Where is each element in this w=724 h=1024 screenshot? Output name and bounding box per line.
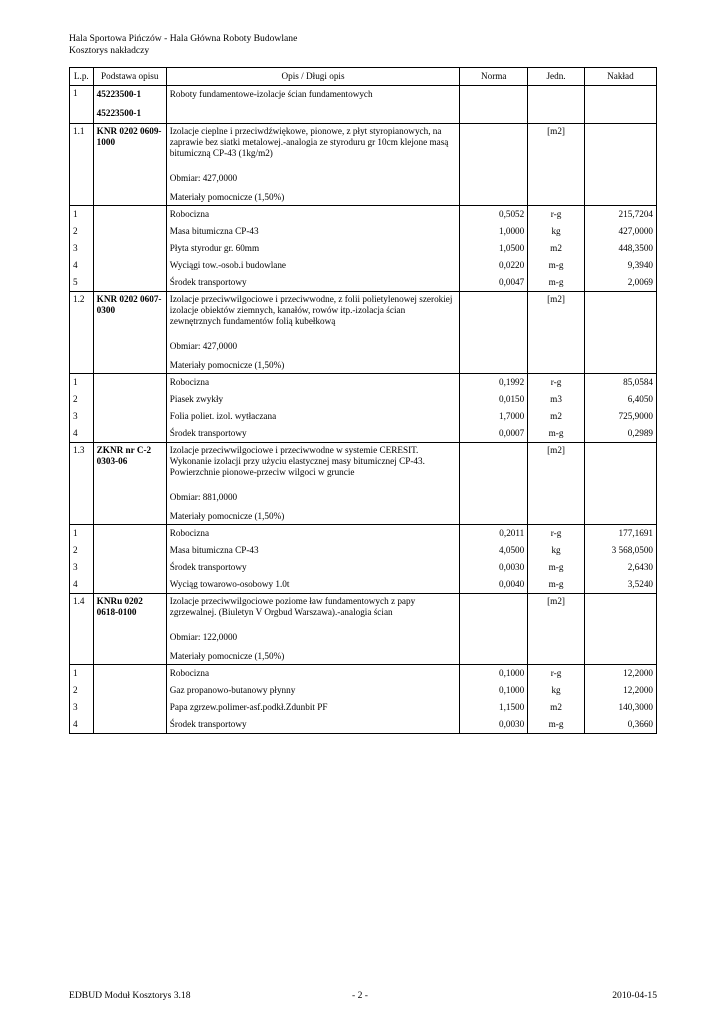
cost-estimate-table xyxy=(69,67,657,734)
resource-lp: 3 xyxy=(70,699,94,716)
resource-naklad: 2,0069 xyxy=(584,274,656,292)
resource-description: Wyciąg towarowo-osobowy 1.0t xyxy=(166,576,460,594)
section-lp: 1 xyxy=(70,86,94,124)
resource-basis xyxy=(93,257,166,274)
resource-description: Płyta styrodur gr. 60mm xyxy=(166,240,460,257)
resource-naklad: 177,1691 xyxy=(584,525,656,543)
section-title: Roboty fundamentowe-izolacje ścian fundamentowych xyxy=(166,86,460,124)
resource-naklad: 448,3500 xyxy=(584,240,656,257)
resource-description: Robocizna xyxy=(166,374,460,392)
resource-description: Robocizna xyxy=(166,206,460,224)
resource-naklad: 215,7204 xyxy=(584,206,656,224)
resource-basis xyxy=(93,206,166,224)
column-header-lp: L.p. xyxy=(70,68,94,86)
resource-description: Środek transportowy xyxy=(166,274,460,292)
resource-norma: 0,1000 xyxy=(460,682,528,699)
resource-description: Środek transportowy xyxy=(166,716,460,734)
position-description-text: Izolacje przeciwwilgociowe i przeciwwodne w systemie CERESIT. Wykonanie izolacji przy użyciu elastycznej masy bitumicznej CP-43. Powierzchnie pionowe-przeciw wilgoci w gruncie xyxy=(169,445,425,477)
position-norma xyxy=(460,124,528,206)
resource-naklad: 427,0000 xyxy=(584,223,656,240)
document-title: Hala Sportowa Pińczów - Hala Główna Roboty Budowlane xyxy=(69,33,298,44)
position-materials: Materiały pomocnicze (1,50%) xyxy=(169,651,285,661)
position-unit: [m2] xyxy=(528,594,585,665)
position-description-text: Izolacje cieplne i przeciwdźwiękowe, pionowe, z płyt styropianowych, na zaprawie bez siatki metalowej.-analogia ze styroduru gr 10cm klejone masą bitumiczną CP-43 (1kg/m2) xyxy=(169,126,449,158)
resource-unit: r-g xyxy=(528,525,585,543)
resource-naklad: 140,3000 xyxy=(584,699,656,716)
document-header xyxy=(69,33,297,57)
position-obmiar: Obmiar: 427,0000 xyxy=(169,341,238,351)
resource-unit: kg xyxy=(528,223,585,240)
resource-naklad: 3,5240 xyxy=(584,576,656,594)
resource-basis xyxy=(93,559,166,576)
resource-row xyxy=(70,542,657,559)
section-code-repeat: 45223500-1 xyxy=(96,108,142,118)
position-description-text: Izolacje przeciwwilgociowe poziome ław fundamentowych z papy zgrzewalnej. (Biuletyn V Orgbud Warszawa).-analogia ścian xyxy=(169,596,416,617)
resource-lp: 1 xyxy=(70,374,94,392)
section-code: 45223500-1 xyxy=(96,89,142,99)
resource-unit: m2 xyxy=(528,240,585,257)
section-naklad xyxy=(584,86,656,124)
resource-description: Środek transportowy xyxy=(166,559,460,576)
resource-row xyxy=(70,274,657,292)
resource-row xyxy=(70,223,657,240)
footer-date: 2010-04-15 xyxy=(612,990,657,1001)
resource-basis xyxy=(93,391,166,408)
resource-basis xyxy=(93,240,166,257)
resource-naklad: 0,3660 xyxy=(584,716,656,734)
resource-row xyxy=(70,257,657,274)
position-basis: ZKNR nr C-2 0303-06 xyxy=(93,443,166,525)
resource-unit: m-g xyxy=(528,576,585,594)
resource-norma: 0,0030 xyxy=(460,716,528,734)
resource-unit: m2 xyxy=(528,699,585,716)
resource-norma: 1,0000 xyxy=(460,223,528,240)
resource-unit: m-g xyxy=(528,274,585,292)
position-obmiar: Obmiar: 881,0000 xyxy=(169,492,238,502)
resource-basis xyxy=(93,525,166,543)
resource-row xyxy=(70,206,657,224)
position-unit: [m2] xyxy=(528,124,585,206)
resource-basis xyxy=(93,716,166,734)
position-naklad xyxy=(584,443,656,525)
resource-lp: 1 xyxy=(70,665,94,683)
position-description xyxy=(166,594,460,665)
position-unit: [m2] xyxy=(528,443,585,525)
resource-lp: 4 xyxy=(70,576,94,594)
column-header-naklad: Nakład xyxy=(584,68,656,86)
resource-unit: kg xyxy=(528,542,585,559)
resource-basis xyxy=(93,374,166,392)
column-header-description: Opis / Długi opis xyxy=(166,68,460,86)
resource-lp: 5 xyxy=(70,274,94,292)
resource-row xyxy=(70,391,657,408)
position-basis: KNR 0202 0609-1000 xyxy=(93,124,166,206)
position-unit: [m2] xyxy=(528,292,585,374)
resource-description: Piasek zwykły xyxy=(166,391,460,408)
resource-basis xyxy=(93,274,166,292)
resource-description: Wyciągi tow.-osob.i budowlane xyxy=(166,257,460,274)
position-row xyxy=(70,594,657,665)
resource-unit: m2 xyxy=(528,408,585,425)
column-header-unit: Jedn. xyxy=(528,68,585,86)
resource-norma: 1,1500 xyxy=(460,699,528,716)
resource-lp: 4 xyxy=(70,425,94,443)
resource-lp: 4 xyxy=(70,716,94,734)
resource-norma: 0,0040 xyxy=(460,576,528,594)
resource-row xyxy=(70,559,657,576)
position-row xyxy=(70,124,657,206)
resource-norma: 0,0150 xyxy=(460,391,528,408)
position-row xyxy=(70,443,657,525)
resource-row xyxy=(70,525,657,543)
resource-unit: kg xyxy=(528,682,585,699)
resource-norma: 1,7000 xyxy=(460,408,528,425)
position-lp: 1.2 xyxy=(70,292,94,374)
resource-description: Masa bitumiczna CP-43 xyxy=(166,542,460,559)
resource-naklad: 725,9000 xyxy=(584,408,656,425)
position-materials: Materiały pomocnicze (1,50%) xyxy=(169,360,285,370)
position-naklad xyxy=(584,292,656,374)
resource-description: Folia poliet. izol. wytłaczana xyxy=(166,408,460,425)
position-lp: 1.1 xyxy=(70,124,94,206)
position-materials: Materiały pomocnicze (1,50%) xyxy=(169,192,285,202)
position-norma xyxy=(460,443,528,525)
resource-unit: m-g xyxy=(528,257,585,274)
resource-naklad: 0,2989 xyxy=(584,425,656,443)
resource-norma: 0,0030 xyxy=(460,559,528,576)
position-lp: 1.4 xyxy=(70,594,94,665)
footer-software: EDBUD Moduł Kosztorys 3.18 xyxy=(69,990,191,1001)
resource-norma: 0,5052 xyxy=(460,206,528,224)
resource-basis xyxy=(93,223,166,240)
resource-lp: 1 xyxy=(70,206,94,224)
resource-naklad: 3 568,0500 xyxy=(584,542,656,559)
document-subtitle: Kosztorys nakładczy xyxy=(69,45,150,56)
resource-norma: 4,0500 xyxy=(460,542,528,559)
position-naklad xyxy=(584,124,656,206)
position-obmiar: Obmiar: 122,0000 xyxy=(169,632,238,642)
resource-norma: 0,0047 xyxy=(460,274,528,292)
position-norma xyxy=(460,292,528,374)
resource-row xyxy=(70,425,657,443)
resource-description: Masa bitumiczna CP-43 xyxy=(166,223,460,240)
resource-norma: 0,0220 xyxy=(460,257,528,274)
resource-norma: 0,1000 xyxy=(460,665,528,683)
column-header-basis: Podstawa opisu xyxy=(93,68,166,86)
resource-unit: m3 xyxy=(528,391,585,408)
table-header-row xyxy=(70,68,657,86)
position-materials: Materiały pomocnicze (1,50%) xyxy=(169,511,285,521)
resource-naklad: 2,6430 xyxy=(584,559,656,576)
footer-page-number: - 2 - xyxy=(352,990,368,1001)
resource-description: Robocizna xyxy=(166,665,460,683)
resource-description: Gaz propanowo-butanowy płynny xyxy=(166,682,460,699)
position-obmiar: Obmiar: 427,0000 xyxy=(169,173,238,183)
resource-norma: 0,0007 xyxy=(460,425,528,443)
resource-unit: r-g xyxy=(528,374,585,392)
position-description xyxy=(166,124,460,206)
resource-basis xyxy=(93,542,166,559)
resource-description: Papa zgrzew.polimer-asf.podkł.Zdunbit PF xyxy=(166,699,460,716)
resource-lp: 3 xyxy=(70,408,94,425)
position-description-text: Izolacje przeciwwilgociowe i przeciwwodne, z folii polietylenowej szerokiej izolacje obiektów ziemnych, kanałów, rowów itp.-izolacja ścian zewnętrznych fundamentów folią kubełkową xyxy=(169,294,453,326)
position-lp: 1.3 xyxy=(70,443,94,525)
resource-description: Środek transportowy xyxy=(166,425,460,443)
resource-basis xyxy=(93,408,166,425)
position-naklad xyxy=(584,594,656,665)
resource-description: Robocizna xyxy=(166,525,460,543)
resource-lp: 4 xyxy=(70,257,94,274)
resource-row xyxy=(70,374,657,392)
position-description xyxy=(166,292,460,374)
resource-row xyxy=(70,682,657,699)
resource-unit: r-g xyxy=(528,206,585,224)
resource-naklad: 6,4050 xyxy=(584,391,656,408)
resource-naklad: 12,2000 xyxy=(584,665,656,683)
resource-row xyxy=(70,408,657,425)
resource-basis xyxy=(93,699,166,716)
section-row xyxy=(70,86,657,124)
resource-unit: r-g xyxy=(528,665,585,683)
resource-unit: m-g xyxy=(528,559,585,576)
resource-row xyxy=(70,576,657,594)
section-unit xyxy=(528,86,585,124)
resource-lp: 3 xyxy=(70,240,94,257)
resource-basis xyxy=(93,576,166,594)
resource-row xyxy=(70,699,657,716)
position-basis: KNRu 0202 0618-0100 xyxy=(93,594,166,665)
resource-row xyxy=(70,665,657,683)
position-basis: KNR 0202 0607-0300 xyxy=(93,292,166,374)
resource-basis xyxy=(93,682,166,699)
resource-basis xyxy=(93,665,166,683)
resource-row xyxy=(70,240,657,257)
resource-naklad: 9,3940 xyxy=(584,257,656,274)
column-header-norma: Norma xyxy=(460,68,528,86)
position-row xyxy=(70,292,657,374)
resource-norma: 0,2011 xyxy=(460,525,528,543)
position-description xyxy=(166,443,460,525)
resource-basis xyxy=(93,425,166,443)
resource-lp: 2 xyxy=(70,391,94,408)
resource-lp: 2 xyxy=(70,542,94,559)
resource-unit: m-g xyxy=(528,425,585,443)
resource-naklad: 85,0584 xyxy=(584,374,656,392)
resource-lp: 1 xyxy=(70,525,94,543)
resource-row xyxy=(70,716,657,734)
section-norma xyxy=(460,86,528,124)
resource-lp: 3 xyxy=(70,559,94,576)
position-norma xyxy=(460,594,528,665)
resource-naklad: 12,2000 xyxy=(584,682,656,699)
resource-lp: 2 xyxy=(70,682,94,699)
resource-lp: 2 xyxy=(70,223,94,240)
resource-norma: 1,0500 xyxy=(460,240,528,257)
resource-unit: m-g xyxy=(528,716,585,734)
section-basis xyxy=(93,86,166,124)
resource-norma: 0,1992 xyxy=(460,374,528,392)
